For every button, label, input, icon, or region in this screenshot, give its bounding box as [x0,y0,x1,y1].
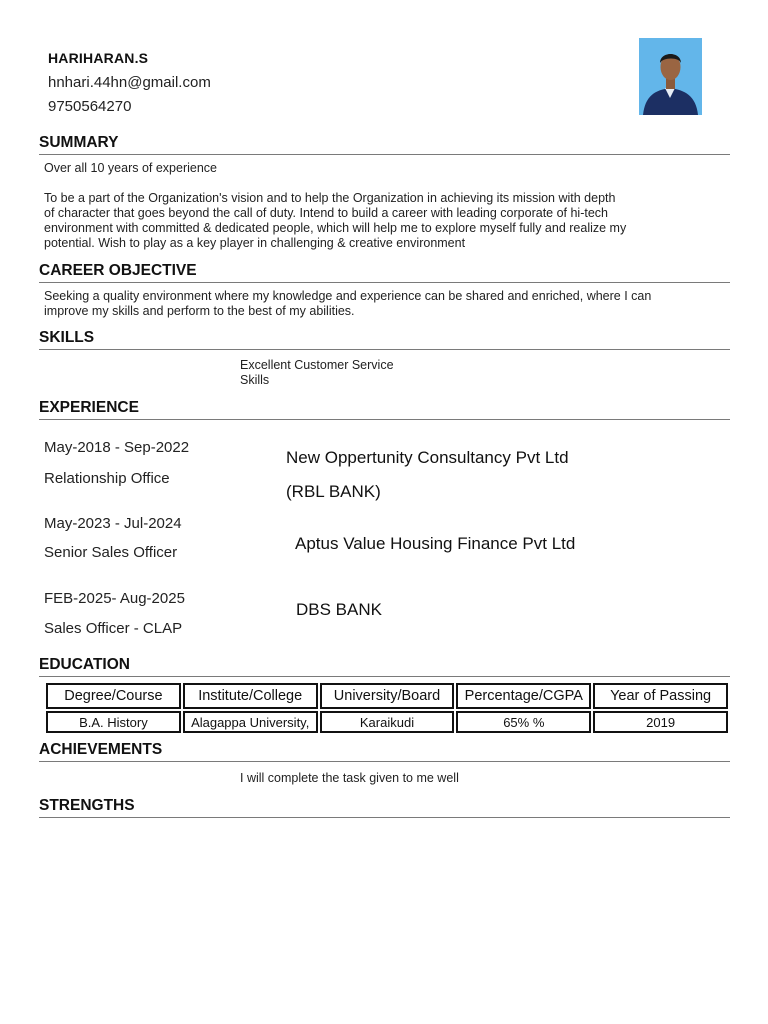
experience-period-2: May-2023 - Jul-2024 [44,515,182,532]
education-heading: EDUCATION [39,656,730,677]
candidate-name: HARIHARAN.S [48,50,149,66]
experience-period-1: May-2018 - Sep-2022 [44,439,190,456]
career-objective-line: Seeking a quality environment where my knowledge and experience can be shared and enriched, where I can [44,289,652,303]
skill-item: Excellent Customer Service [240,358,394,372]
career-objective-heading: CAREER OBJECTIVE [39,262,730,283]
career-objective-line: improve my skills and perform to the best of my abilities. [44,304,355,318]
education-header-row [46,683,728,709]
summary-experience-line: Over all 10 years of experience [44,161,218,175]
experience-period-3: FEB-2025- Aug-2025 [44,590,185,607]
summary-line: potential. Wish to play as a key player in challenging & creative environment [44,236,466,250]
education-col-header: Degree/Course [46,683,181,709]
education-cell: 2019 [593,711,728,733]
experience-role-3: Sales Officer - CLAP [44,620,183,637]
skills-heading: SKILLS [39,329,730,350]
summary-line: of character that goes beyond the call of duty. Intend to build a career with leading corporate of hi-tech [44,206,609,220]
profile-photo [639,38,702,115]
summary-line: environment with committed & dedicated people, which will help me to explore myself fully and realize my [44,221,627,235]
email-text: hnhari.44hn@gmail.com [48,74,211,91]
education-col-header: University/Board [320,683,455,709]
education-table [44,681,730,735]
phone-text: 9750564270 [48,98,132,115]
experience-heading: EXPERIENCE [39,399,730,420]
career-objective-text [44,289,734,319]
education-cell: B.A. History [46,711,181,733]
person-photo-icon [639,38,702,115]
summary-heading: SUMMARY [39,134,730,155]
strengths-heading: STRENGTHS [39,797,730,818]
education-col-header: Percentage/CGPA [456,683,591,709]
achievements-heading: ACHIEVEMENTS [39,741,730,762]
education-cell: Alagappa University, [183,711,318,733]
achievements-text: I will complete the task given to me well [240,771,459,785]
experience-company-1: New Oppertunity Consultancy Pvt Ltd [286,448,569,467]
experience-role-1: Relationship Office [44,470,170,487]
education-cell: Karaikudi [320,711,455,733]
experience-role-2: Senior Sales Officer [44,544,178,561]
experience-company-1-sub: (RBL BANK) [286,482,381,501]
summary-paragraph [44,191,734,251]
skills-list [240,358,640,388]
experience-company-3: DBS BANK [296,600,382,619]
table-row [46,711,728,733]
education-col-header: Institute/College [183,683,318,709]
experience-company-2: Aptus Value Housing Finance Pvt Ltd [295,534,576,553]
education-col-header: Year of Passing [593,683,728,709]
summary-line: To be a part of the Organization's vision and to help the Organization in achieving its mission with depth [44,191,616,205]
education-cell: 65% % [456,711,591,733]
skill-item: Skills [240,373,270,387]
